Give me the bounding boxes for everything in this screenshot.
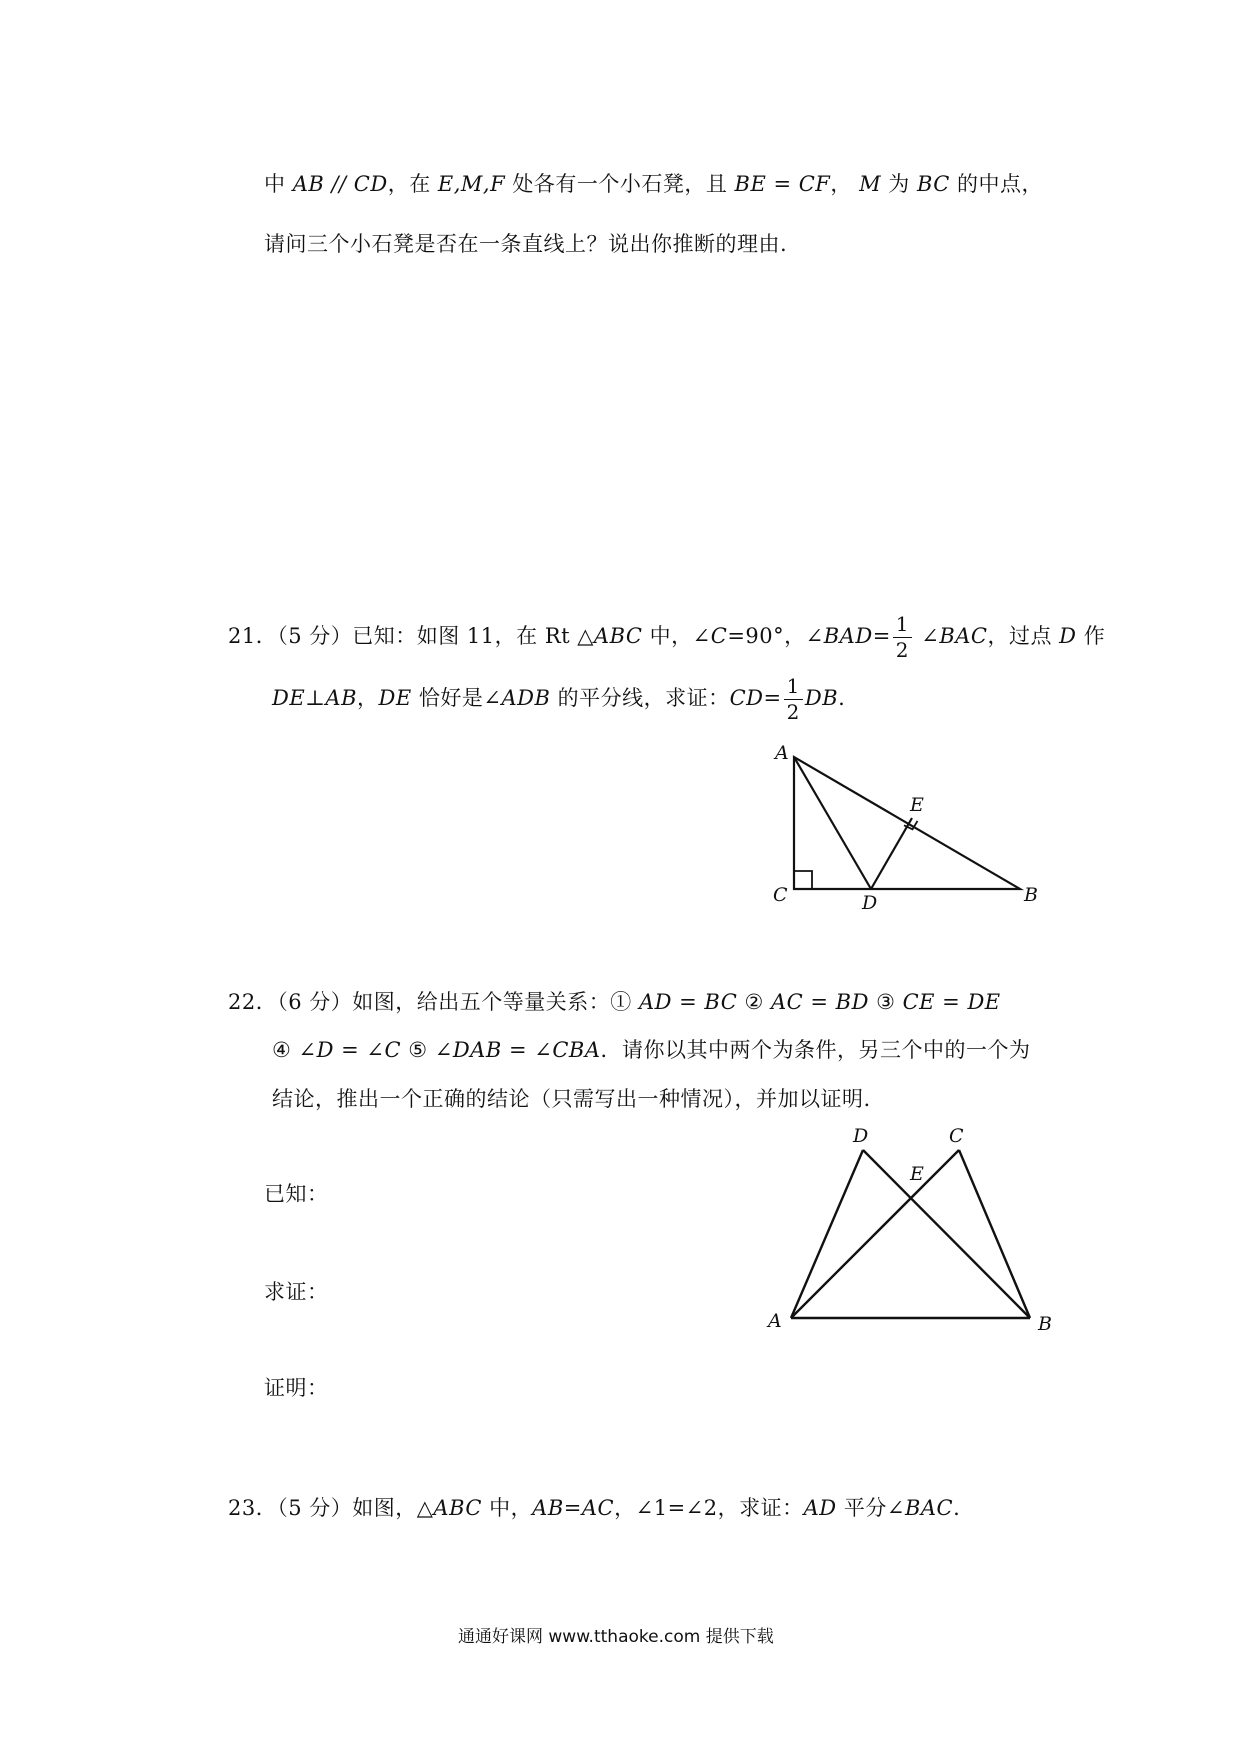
q21-text: ∠	[914, 624, 940, 648]
label-c: C	[949, 1125, 964, 1147]
relation-3: CE = DE	[902, 990, 1001, 1014]
label-a: A	[775, 742, 789, 764]
q21-triangle: ABC	[593, 624, 643, 648]
label-d: D	[853, 1125, 869, 1147]
q23-segment-ac: AC	[581, 1496, 615, 1520]
q23-text: 中，	[481, 1496, 533, 1520]
q23-segment-ab: AB	[532, 1496, 564, 1520]
label-e: E	[910, 1163, 924, 1185]
q23-text: .	[953, 1496, 961, 1520]
fraction-numerator: 1	[893, 614, 912, 638]
q20-text: 处各有一个小石凳，且	[505, 172, 735, 196]
q20-text: 为	[881, 172, 917, 196]
q20-text: ，	[830, 172, 860, 196]
q20-parallel: AB // CD	[292, 172, 388, 196]
crossed-triangles-diagram	[755, 1125, 1065, 1340]
segment-db	[863, 1150, 1030, 1318]
triangle-abc	[794, 757, 1020, 889]
q20-line2: 请问三个小石凳是否在一条直线上？说出你推断的理由.	[264, 232, 788, 256]
fraction-denominator: 2	[895, 638, 910, 662]
q20-text: 的中点，	[949, 172, 1044, 196]
segment-ad	[791, 1150, 863, 1318]
q22-figure	[755, 1125, 1065, 1340]
q21-figure	[770, 742, 1070, 915]
label-c: C	[773, 884, 788, 906]
q21-text: 中，∠	[642, 624, 711, 648]
q22-line1	[228, 986, 1001, 1016]
q21-fraction-2	[784, 676, 803, 723]
q21-text: =	[872, 624, 891, 648]
relation-5: DAB = ∠CBA	[452, 1038, 601, 1062]
q22-line2	[272, 1034, 1031, 1064]
q20-text: ，在	[387, 172, 438, 196]
q23-line1	[228, 1492, 960, 1522]
q21-text: =	[763, 686, 782, 710]
label-e: E	[910, 794, 924, 816]
q21-point-d: D	[1059, 624, 1077, 648]
q21-text: 的平分线，求证：	[550, 686, 730, 710]
q21-text: .	[838, 686, 846, 710]
q20-segment-bc: BC	[916, 172, 950, 196]
q21-angle-c: C	[710, 624, 728, 648]
q20-text: 中	[264, 172, 293, 196]
q22-prove-label: 求证：	[264, 1280, 329, 1304]
fraction-numerator: 1	[784, 676, 803, 700]
q23-text: =	[563, 1496, 582, 1520]
page-footer: 通通好课网 www.tthaoke.com 提供下载	[458, 1627, 774, 1647]
relation-1: AD = BC	[638, 990, 738, 1014]
q23-text: 平分∠	[836, 1496, 905, 1520]
right-angle-c	[794, 871, 812, 889]
q20-equality: BE = CF	[734, 172, 831, 196]
label-b: B	[1024, 884, 1038, 906]
q23-text: ，∠1=∠2，求证：	[614, 1496, 804, 1520]
segment-cb	[959, 1150, 1030, 1318]
right-triangle-diagram	[770, 742, 1070, 915]
q22-text: ②	[737, 990, 771, 1014]
fraction-denominator: 2	[786, 700, 800, 724]
q21-angle-bac: BAC	[939, 624, 988, 648]
q21-line2	[272, 676, 845, 723]
q21-segment-de: DE	[378, 686, 412, 710]
q23-number: 23．（5 分）如图，△	[228, 1496, 434, 1520]
q23-triangle: ABC	[433, 1496, 482, 1520]
q21-text: ，	[357, 686, 379, 710]
q21-number: 21．（5 分）已知：如图 11，在 Rt △	[228, 624, 594, 648]
q21-segment-db: DB	[804, 686, 839, 710]
q21-angle-adb: ADB	[501, 686, 551, 710]
q21-text: 作	[1076, 624, 1106, 648]
q21-text: =90°，∠	[727, 624, 824, 648]
q22-number: 22．（6 分）如图，给出五个等量关系：①	[228, 990, 639, 1014]
q21-line1	[228, 614, 1105, 661]
segment-ad	[794, 757, 871, 889]
label-a: A	[768, 1310, 782, 1332]
q23-angle-bac: BAC	[904, 1496, 954, 1520]
q21-segment-ab: AB	[325, 686, 358, 710]
relation-4: D = ∠C	[316, 1038, 402, 1062]
q21-fraction	[893, 614, 912, 661]
q22-text: ⑤ ∠	[401, 1038, 453, 1062]
label-d: D	[862, 892, 878, 914]
q21-angle-bad: BAD	[823, 624, 873, 648]
label-b: B	[1038, 1313, 1052, 1335]
q21-text: 恰好是∠	[411, 686, 502, 710]
q22-line3: 结论，推出一个正确的结论（只需写出一种情况），并加以证明.	[272, 1087, 871, 1111]
segment-de	[871, 818, 912, 889]
q20-points: E,M,F	[437, 172, 506, 196]
q21-text: ⊥	[305, 686, 326, 710]
q20-line1	[264, 168, 1043, 198]
q21-segment-de: DE	[272, 686, 306, 710]
q22-proof-label: 证明：	[264, 1376, 329, 1400]
q23-segment-ad: AD	[803, 1496, 837, 1520]
q22-known-label: 已知：	[264, 1182, 329, 1206]
q22-text: ④ ∠	[272, 1038, 317, 1062]
q20-point-m: M	[859, 172, 882, 196]
q22-text: ③	[868, 990, 903, 1014]
q21-text: ，过点	[987, 624, 1060, 648]
q21-segment-cd: CD	[729, 686, 764, 710]
relation-2: AC = BD	[770, 990, 869, 1014]
segment-ac	[791, 1150, 959, 1318]
q22-text: ．请你以其中两个为条件，另三个中的一个为	[600, 1038, 1031, 1062]
